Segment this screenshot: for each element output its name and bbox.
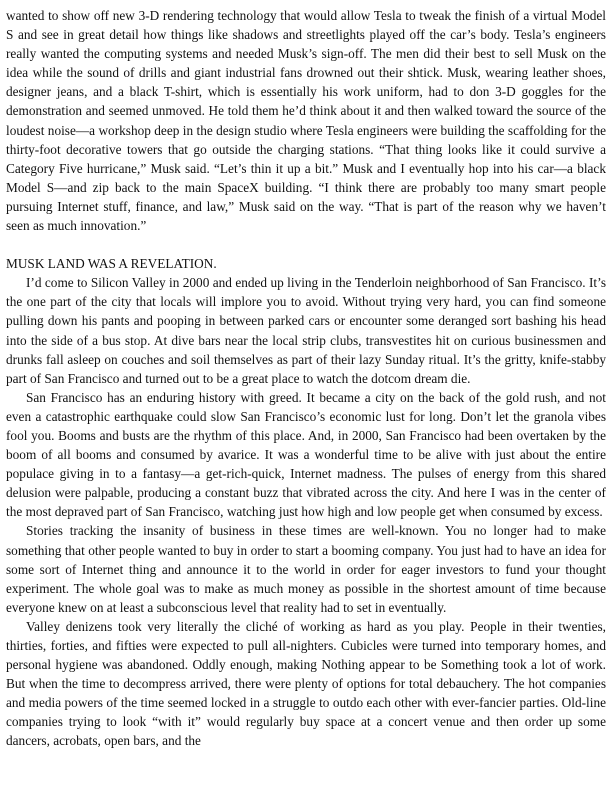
section-heading: MUSK LAND WAS A REVELATION. <box>6 256 217 272</box>
book-page <box>6 6 606 751</box>
body-paragraph: Stories tracking the insanity of business in these times are well-known. You no longer had to make something that other people wanted to buy in order to start a booming company. You just had to have an idea for some sort of Internet thing and announce it to the world in order for eager investors to fund your thought experiment. The whole goal was to make as much money as possible in the shortest amount of time because everyone knew on at least a subconscious level that reality had to set in eventually. <box>6 523 606 615</box>
body-paragraph: I’d come to Silicon Valley in 2000 and ended up living in the Tenderloin neighborhood of San Francisco. It’s the one part of the city that locals will implore you to avoid. Without trying very hard, you can find someone pulling down his pants and pooping in between parked cars or encounter some deranged sort bashing his head into the side of a bus stop. At dive bars near the local strip clubs, transvestites hit on curious businessmen and drunks fall asleep on couches and soil themselves as part of their lazy Sunday ritual. It’s the gritty, knife-stabby part of San Francisco and turned out to be a great place to watch the dotcom dream die. <box>6 275 606 386</box>
body-paragraph: Valley denizens took very literally the cliché of working as hard as you play. People in their twenties, thirties, forties, and fifties were expected to pull all-nighters. Cubicles were turned into temporary homes, and personal hygiene was abandoned. Oddly enough, making Nothing appear to be Something took a lot of work. But when the time to decompress arrived, there were plenty of options for total debauchery. The hot companies and media powers of the time seemed locked in a struggle to outdo each other with ever-fancier parties. Old-line companies trying to look “with it” would regularly buy space at a concert venue and then order up some dancers, acrobats, open bars, and the <box>6 618 606 749</box>
section-break <box>6 235 606 254</box>
body-paragraph: San Francisco has an enduring history with greed. It became a city on the back of the gold rush, and not even a catastrophic earthquake could slow San Francisco’s economic lust for long. Don’t let the granola vibes fool you. Booms and busts are the rhythm of this place. And, in 2000, San Francisco had been overtaken by the boom of all booms and consumed by avarice. It was a wonderful time to be alive with just about the entire populace giving in to a fantasy—a get-rich-quick, Internet madness. The pulses of energy from this shared delusion were palpable, producing a constant buzz that vibrated across the city. And here I was in the center of the most depraved part of San Francisco, watching just how high and low people get when consumed by excess. <box>6 389 606 520</box>
body-paragraph: wanted to show off new 3-D rendering technology that would allow Tesla to tweak the finish of a virtual Model S and see in great detail how things like shadows and streetlights played off the car’s body. Tesla’s engineers really wanted the computing systems and needed Musk’s sign-off. The men did their best to sell Musk on the idea while the sound of drills and giant industrial fans drowned out their shtick. Musk, wearing leather shoes, designer jeans, and a black T-shirt, which is essentially his work uniform, had to don 3-D goggles for the demonstration and seemed unmoved. He told them he’d think about it and then walked toward the source of the loudest noise—a workshop deep in the design studio where Tesla engineers were building the scaffolding for the thirty-foot decorative towers that go outside the charging stations. “That thing looks like it could survive a Category Five hurricane,” Musk said. “Let’s thin it up a bit.” Musk and I eventually hop into his car—a black Model S—and zip back to the main SpaceX building. “I think there are probably too many smart people pursuing Internet stuff, finance, and law,” Musk said on the way. “That is part of the reason why we haven’t seen as much innovation.” <box>6 8 606 234</box>
